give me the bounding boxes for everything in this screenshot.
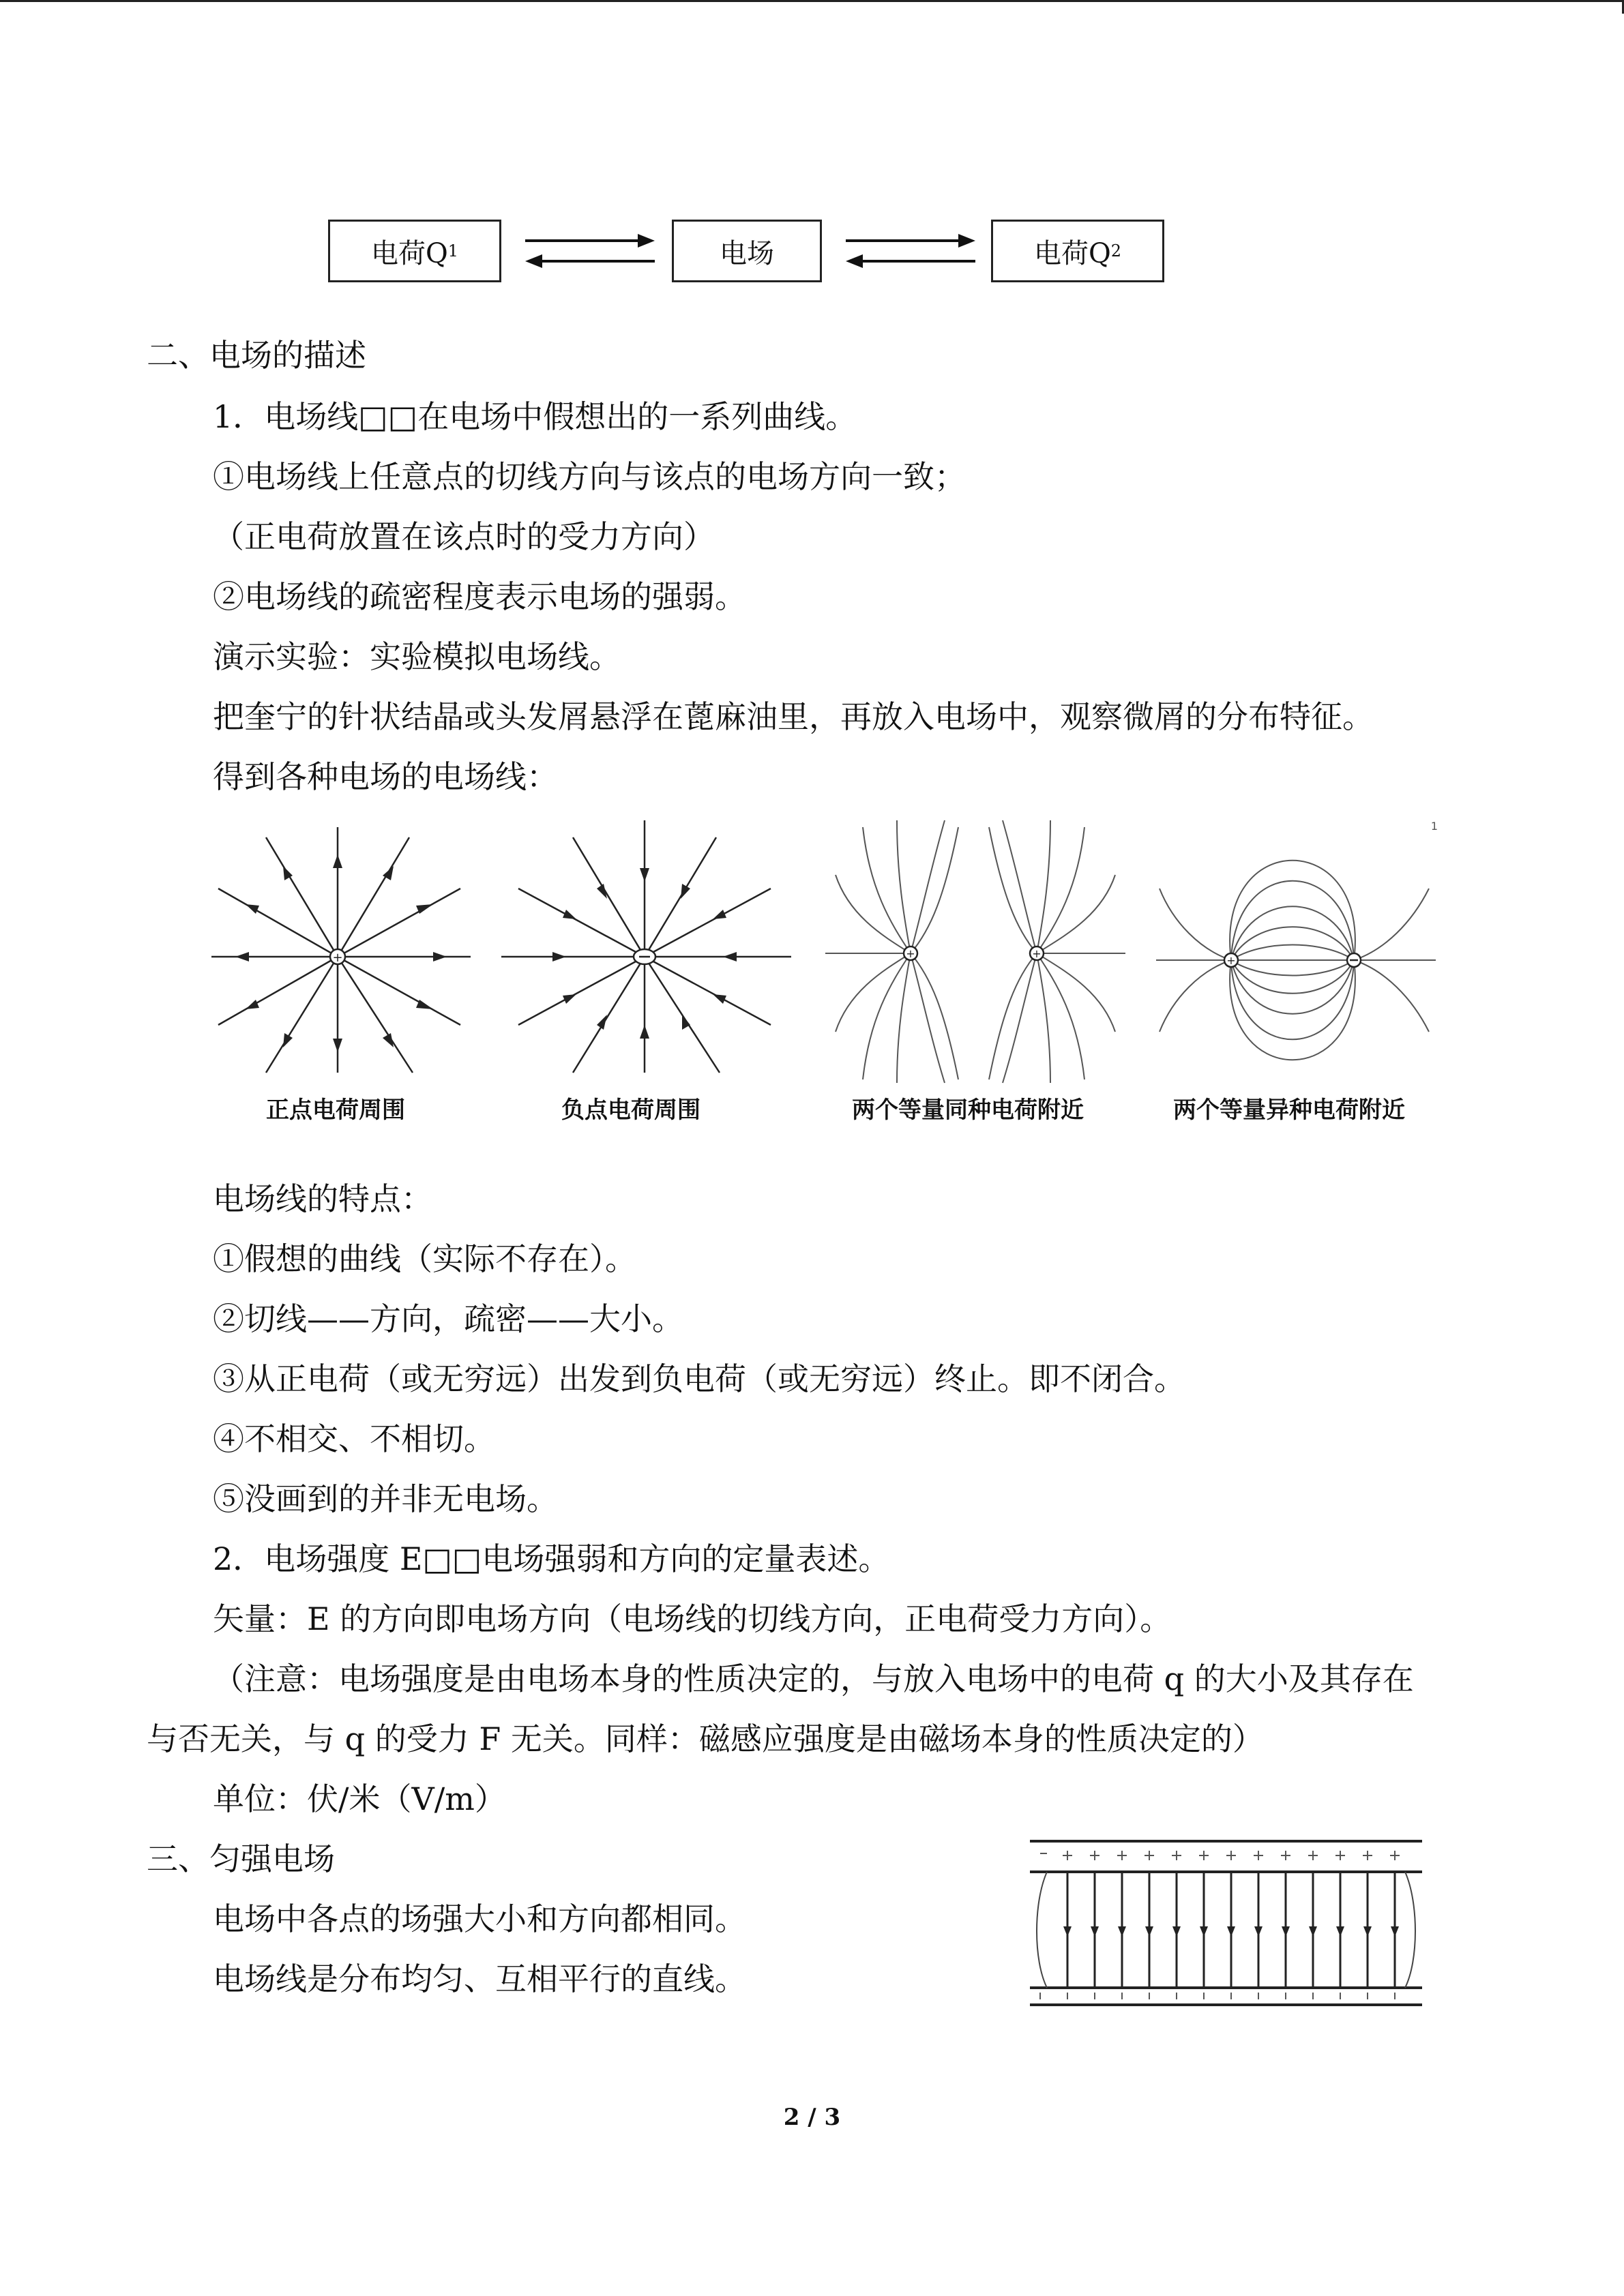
double-arrow-icon-1 bbox=[522, 228, 658, 269]
charge-q1-subscript: 1 bbox=[447, 241, 459, 260]
charge-q2-subscript: 2 bbox=[1110, 241, 1122, 260]
demo-description: 把奎宁的针状结晶或头发屑悬浮在蓖麻油里，再放入电场中，观察微屑的分布特征。 bbox=[213, 698, 1374, 735]
field-strength-note-2: 与否无关，与 q 的受力 F 无关。同样：磁感应强度是由磁场本身的性质决定的） bbox=[147, 1720, 1264, 1757]
field-strength-definition: 2．电场强度 E□□电场强弱和方向的定量表述。 bbox=[213, 1540, 890, 1577]
like-charges-field-figure bbox=[822, 814, 1129, 1086]
feature-4: ④不相交、不相切。 bbox=[213, 1420, 495, 1457]
uniform-field-line-1: 电场中各点的场强大小和方向都相同。 bbox=[213, 1900, 746, 1937]
electric-field-box bbox=[672, 220, 822, 282]
charge-q1-label: 电荷Q bbox=[370, 237, 448, 269]
charge-q1-box bbox=[328, 220, 501, 282]
page-top-border bbox=[0, 0, 1624, 2]
field-lines-intro: 得到各种电场的电场线： bbox=[213, 758, 558, 795]
feature-5: ⑤没画到的并非无电场。 bbox=[213, 1480, 558, 1517]
feature-2: ②切线——方向，疏密——大小。 bbox=[213, 1300, 683, 1337]
field-line-definition: 1．电场线□□在电场中假想出的一系列曲线。 bbox=[213, 398, 857, 435]
unlike-charges-field-figure bbox=[1153, 814, 1439, 1086]
positive-charge-label: 正点电荷周围 bbox=[266, 1097, 405, 1124]
svg-text:+: + bbox=[1226, 954, 1236, 967]
field-strength-note-1: （注意：电场强度是由电场本身的性质决定的，与放入电场中的电荷 q 的大小及其存在 bbox=[213, 1660, 1414, 1697]
unlike-charges-label: 两个等量异种电荷附近 bbox=[1173, 1097, 1405, 1124]
field-line-point-2: ②电场线的疏密程度表示电场的强弱。 bbox=[213, 578, 746, 615]
like-charges-label: 两个等量同种电荷附近 bbox=[852, 1097, 1084, 1124]
uniform-field-line-2: 电场线是分布均匀、互相平行的直线。 bbox=[213, 1960, 746, 1997]
charge-q2-label: 电荷Q bbox=[1033, 237, 1111, 269]
negative-charge-field-figure bbox=[498, 817, 798, 1076]
svg-text:+: + bbox=[1032, 947, 1042, 960]
charge-q2-box bbox=[991, 220, 1164, 282]
section-3-heading: 三、匀强电场 bbox=[147, 1840, 335, 1877]
positive-charge-field-figure bbox=[208, 817, 481, 1076]
field-line-note: （正电荷放置在该点时的受力方向） bbox=[213, 518, 715, 555]
feature-1: ①假想的曲线（实际不存在）。 bbox=[213, 1240, 636, 1277]
features-title: 电场线的特点： bbox=[213, 1180, 432, 1217]
double-arrow-icon-2 bbox=[842, 228, 979, 269]
field-line-point-1: ①电场线上任意点的切线方向与该点的电场方向一致； bbox=[213, 458, 966, 495]
svg-text:+: + bbox=[332, 951, 343, 965]
page-number: 2 / 3 bbox=[783, 2104, 841, 2131]
field-strength-vector: 矢量：E 的方向即电场方向（电场线的切线方向，正电荷受力方向）。 bbox=[213, 1600, 1172, 1637]
uniform-field-figure bbox=[1027, 1834, 1426, 2012]
feature-3: ③从正电荷（或无穷远）出发到负电荷（或无穷远）终止。即不闭合。 bbox=[213, 1360, 1185, 1397]
section-2-heading: 二、电场的描述 bbox=[147, 337, 366, 374]
figure-corner-mark: 1 bbox=[1430, 820, 1438, 833]
negative-charge-label: 负点电荷周围 bbox=[561, 1097, 700, 1124]
svg-text:+: + bbox=[906, 947, 915, 960]
demo-experiment: 演示实验：实验模拟电场线。 bbox=[213, 638, 621, 675]
field-strength-unit: 单位：伏/米（V/m） bbox=[213, 1780, 506, 1817]
electric-field-label: 电场 bbox=[720, 237, 774, 269]
